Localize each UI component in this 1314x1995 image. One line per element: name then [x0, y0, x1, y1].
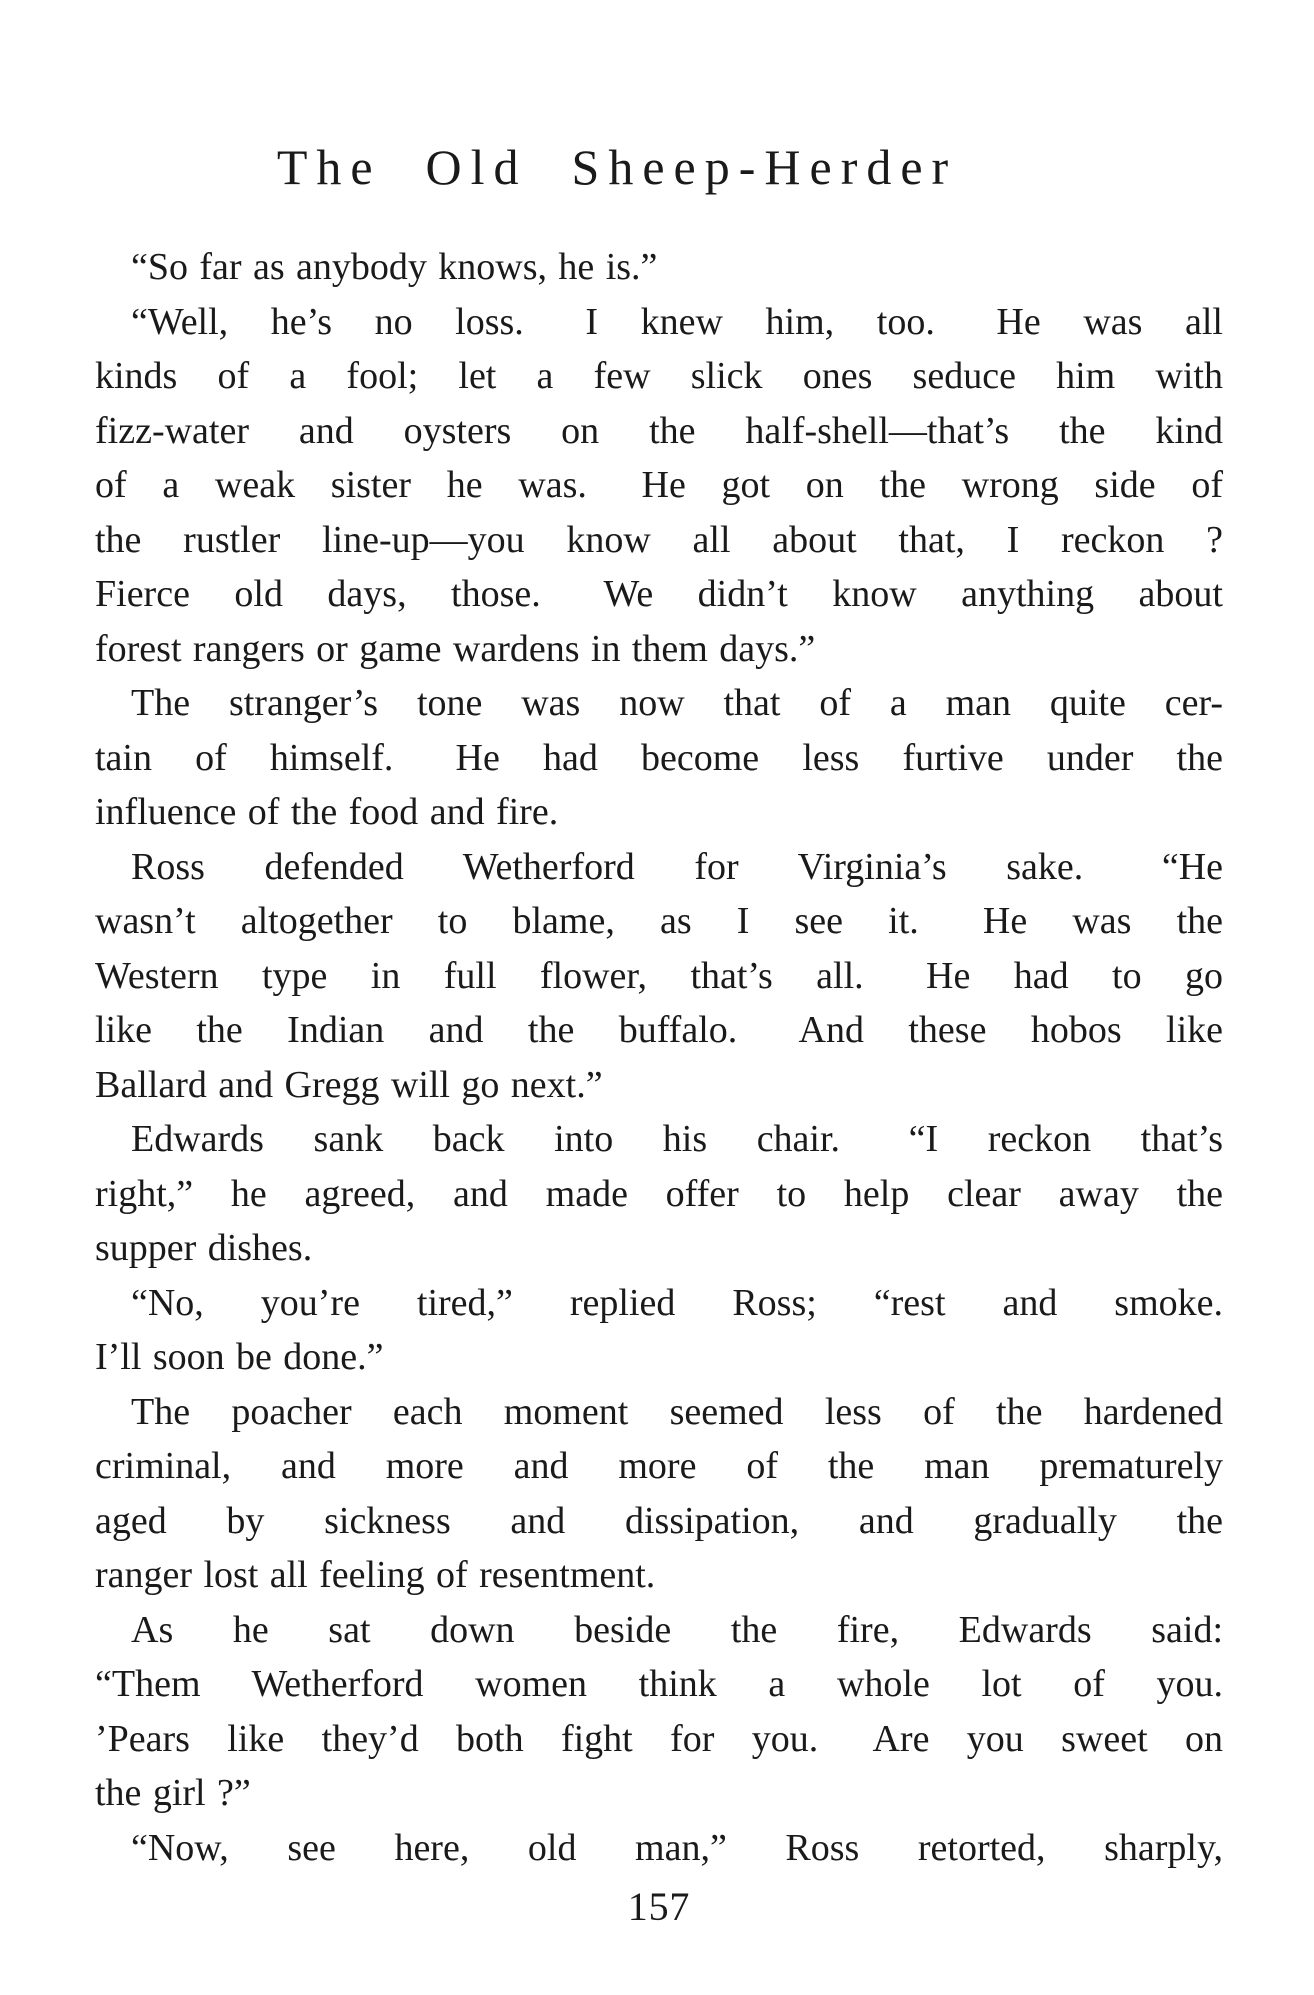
text-line: ranger lost all feeling of resentment. — [95, 1554, 656, 1596]
text-line: I’ll soon be done.” — [95, 1336, 384, 1378]
text-line: the rustler line-up—you know all about that, I reckon ? — [95, 518, 1223, 561]
page-number: 157 — [627, 1884, 691, 1929]
text-line: Edwards sank back into his chair. “I reckon that’s — [131, 1118, 1223, 1160]
text-line: Fierce old days, those. We didn’t know anything about — [95, 573, 1223, 615]
text-line: ’Pears like they’d both fight for you. Are you sweet on — [95, 1717, 1223, 1760]
text-line: of a weak sister he was. He got on the wrong side of — [95, 464, 1223, 506]
text-line: criminal, and more and more of the man prematurely — [95, 1445, 1223, 1487]
text-line: “No, you’re tired,” replied Ross; “rest and smoke. — [131, 1281, 1223, 1324]
text-line: the girl ?” — [95, 1772, 251, 1814]
body-text — [95, 240, 1223, 1875]
text-line: “So far as anybody knows, he is.” — [131, 246, 658, 288]
text-line: like the Indian and the buffalo. And these hobos like — [95, 1009, 1223, 1051]
text-line: Ross defended Wetherford for Virginia’s sake. “He — [131, 845, 1223, 888]
chapter-title: The Old Sheep-Herder — [276, 139, 958, 195]
text-line: “Well, he’s no loss. I knew him, too. He was all — [131, 300, 1223, 343]
text-line: aged by sickness and dissipation, and gradually the — [95, 1499, 1223, 1542]
text-line: Ballard and Gregg will go next.” — [95, 1063, 603, 1106]
text-line: As he sat down beside the fire, Edwards said: — [131, 1608, 1223, 1651]
text-line: The poacher each moment seemed less of the hardened — [131, 1390, 1223, 1433]
text-line: forest rangers or game wardens in them days.” — [95, 627, 816, 670]
text-line: tain of himself. He had become less furtive under the — [95, 736, 1223, 779]
text-line: Western type in full flower, that’s all. He had to go — [95, 954, 1223, 997]
text-line: “Them Wetherford women think a whole lot of you. — [95, 1663, 1223, 1705]
text-line: influence of the food and fire. — [95, 791, 559, 833]
text-line: wasn’t altogether to blame, as I see it. He was the — [95, 900, 1223, 942]
text-line: supper dishes. — [95, 1227, 313, 1269]
text-line: kinds of a fool; let a few slick ones seduce him with — [95, 355, 1223, 397]
text-line: right,” he agreed, and made offer to help clear away the — [95, 1172, 1223, 1215]
text-line: “Now, see here, old man,” Ross retorted, sharply, — [131, 1826, 1223, 1869]
text-line: fizz-water and oysters on the half-shell—that’s the kind — [95, 409, 1223, 452]
text-line: The stranger’s tone was now that of a man quite cer- — [131, 682, 1223, 724]
